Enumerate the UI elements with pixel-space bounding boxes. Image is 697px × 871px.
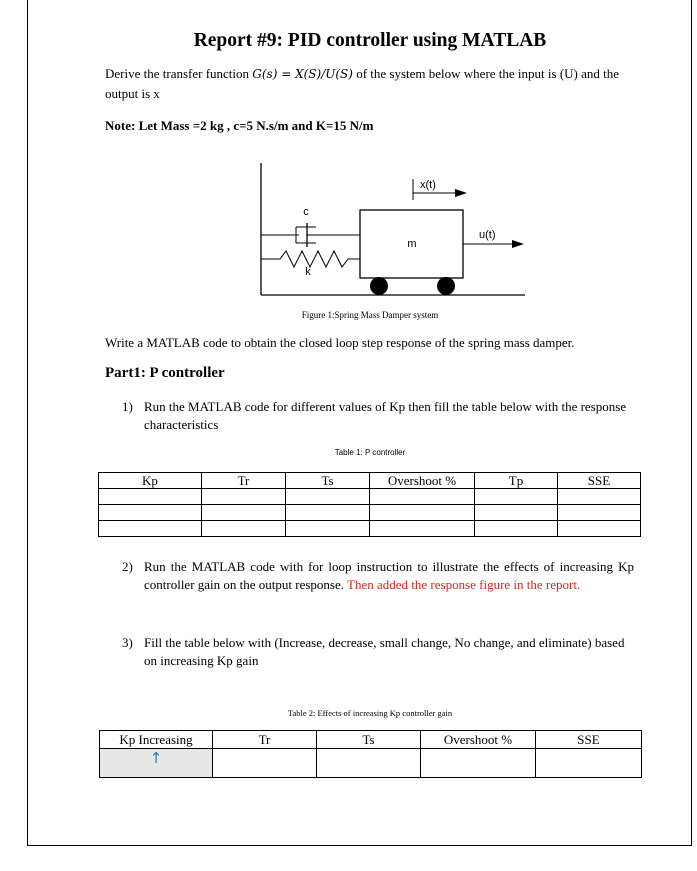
spring-label: k [305,266,311,278]
table-cell[interactable] [99,521,202,537]
displacement-label: x(t) [420,179,436,191]
table-cell[interactable] [370,505,475,521]
intro-paragraph [105,64,645,103]
table-cell[interactable] [475,489,558,505]
table-cell[interactable] [99,489,202,505]
table-row [99,505,641,521]
table-header: Tr [213,731,317,749]
table-header: Kp Increasing [100,731,213,749]
table-cell[interactable] [286,489,370,505]
table-cell[interactable] [202,521,286,537]
table-cell [100,749,213,778]
spring-mass-damper-figure [250,155,540,305]
spring-mass-damper-diagram [250,155,540,305]
p-controller-table [98,472,641,537]
list-item-number: 3) [122,635,133,650]
table-header: SSE [558,473,641,489]
table-cell[interactable] [99,505,202,521]
table-header: Overshoot % [370,473,475,489]
list-item-text: Run the MATLAB code for different values of Kp then fill the table below with the response characteristics [144,399,627,432]
response-figure-note: Then added the response figure in the report. [347,577,581,592]
list-item-text: Fill the table below with (Increase, decrease, small change, No change, and eliminate) based on increasing Kp gain [144,635,625,668]
table-row [99,521,641,537]
table1-caption: Table 1: P controller [334,448,406,457]
table-header: SSE [536,731,642,749]
table-cell[interactable] [317,749,421,778]
table-header: Ts [317,731,421,749]
table-cell[interactable] [475,521,558,537]
table-cell[interactable] [370,521,475,537]
report-title: Report #9: PID controller using MATLAB [193,30,547,51]
table-cell[interactable] [213,749,317,778]
table-row [99,489,641,505]
intro-text-end: of the system below where the input is (U) and the output is x [105,66,620,101]
table-cell[interactable] [558,521,641,537]
table-cell[interactable] [558,505,641,521]
table-cell[interactable] [558,489,641,505]
parameters-note: Note: Let Mass =2 kg , c=5 N.s/m and K=15 N/m [105,118,374,133]
table-cell[interactable] [286,505,370,521]
mass-label: m [407,238,417,250]
table-header: Tr [202,473,286,489]
table-header-row [99,473,641,489]
list-item-number: 2) [122,559,133,574]
kp-effects-table [99,730,642,778]
table-cell[interactable] [202,505,286,521]
table-row [100,749,642,778]
table-header: Overshoot % [421,731,536,749]
write-code-instruction: Write a MATLAB code to obtain the closed loop step response of the spring mass damper. [105,335,575,350]
table-header: Ts [286,473,370,489]
table-cell[interactable] [475,505,558,521]
list-item-text [144,558,634,594]
table2-caption: Table 2: Effects of increasing Kp controller gain [287,708,453,718]
intro-text-start: Derive the transfer function [105,66,253,81]
input-force-label: u(t) [479,229,496,241]
table-cell[interactable] [536,749,642,778]
table-header-row [100,731,642,749]
table-cell[interactable] [421,749,536,778]
table-header: Kp [99,473,202,489]
figure-caption: Figure 1:Spring Mass Damper system [301,310,439,320]
arrow-up-icon: ↑ [149,749,163,767]
table-cell[interactable] [286,521,370,537]
table-cell[interactable] [370,489,475,505]
table-header: Tp [475,473,558,489]
part1-heading: Part1: P controller [105,365,225,381]
transfer-function-formula: G(s) = X(S)/U(S) [252,67,353,81]
list-item-number: 1) [122,399,133,414]
table-cell[interactable] [202,489,286,505]
damper-label: c [303,206,309,218]
list-item-body: Run the MATLAB code with for loop instruction to illustrate the effects of increasing Kp controller gain on the output response. [144,559,634,592]
